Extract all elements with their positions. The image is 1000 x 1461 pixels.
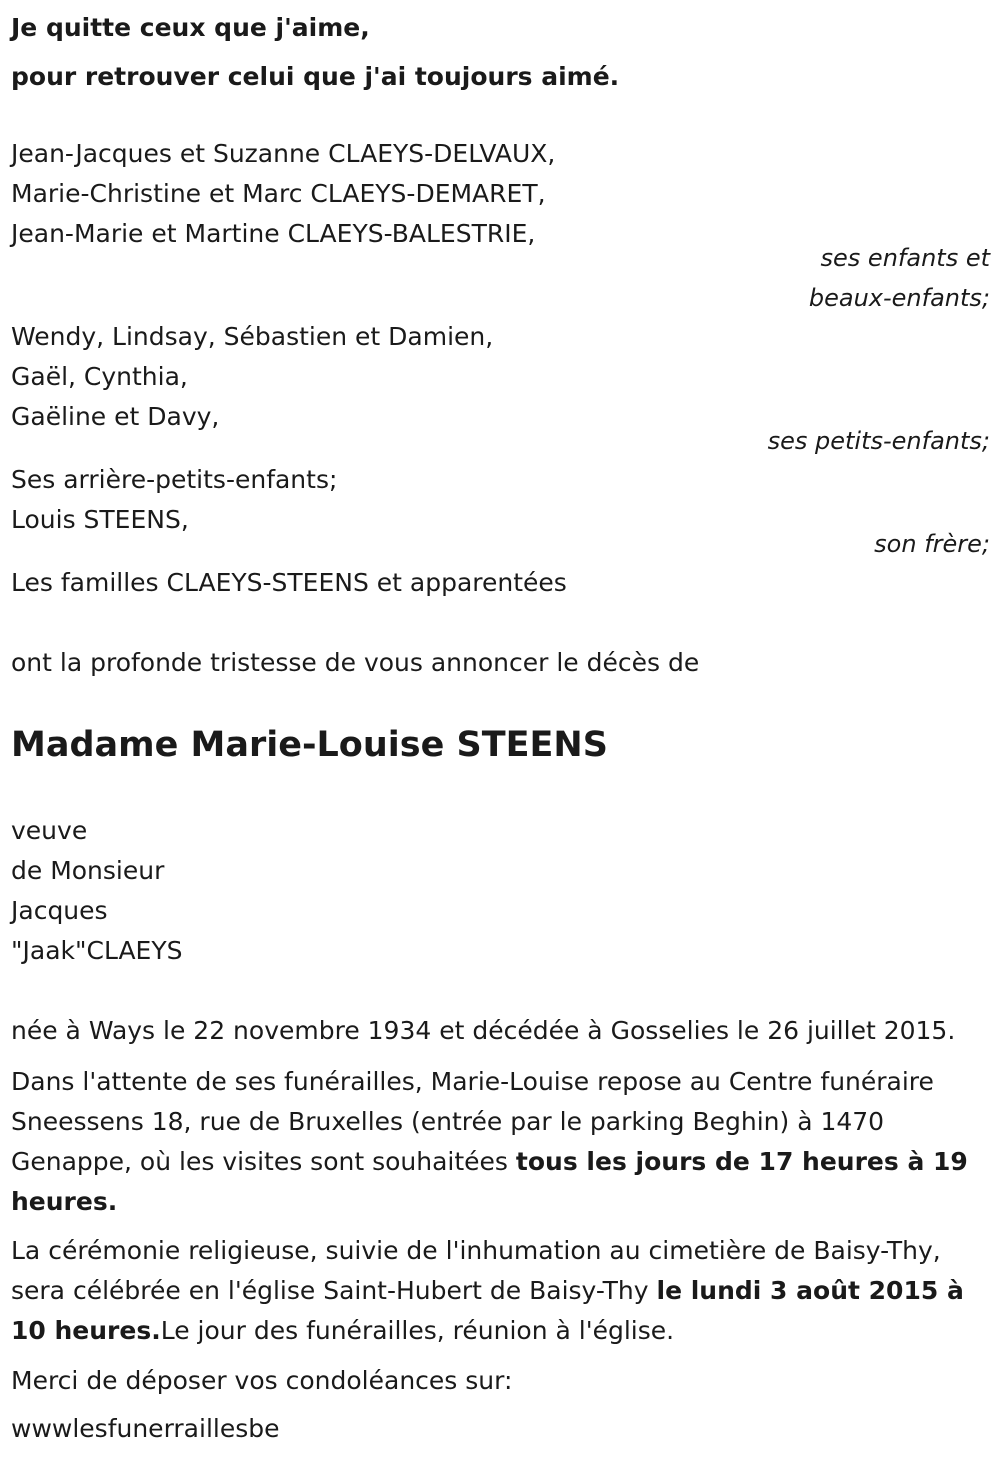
- widow-of: [11, 811, 182, 971]
- visitation-text: Dans l'attente de ses funérailles, Marie-Louise repose au Centre funéraire Sneessens 18, rue de Bruxelles (entrée par le parking Beghin) à 1470 Genappe, où les visites sont souhaitées: [11, 1067, 934, 1176]
- quote: [11, 8, 619, 97]
- great-grandchildren: Ses arrière-petits-enfants;: [11, 465, 338, 494]
- deceased-name-text: Madame Marie-Louise STEENS: [11, 725, 608, 765]
- child-name: Marie-Christine et Marc CLAEYS-DEMARET,: [11, 179, 546, 208]
- grandchildren-relation-text: ses petits-enfants;: [767, 427, 990, 455]
- quote-line-2: pour retrouver celui que j'ai toujours aimé.: [11, 62, 620, 91]
- families-text: Les familles CLAEYS-STEENS et apparentées: [11, 568, 567, 597]
- condolences: [11, 1361, 512, 1449]
- visitation-hours: tous les jours de 17 heures à 19 heures.: [11, 1147, 968, 1216]
- widow-line-1: veuve: [11, 816, 88, 845]
- children-relation-line-1: ses enfants et: [820, 244, 990, 272]
- announcement-text: ont la profonde tristesse de vous annoncer le décès de: [11, 648, 700, 677]
- child-name: Jean-Jacques et Suzanne CLAEYS-DELVAUX,: [11, 139, 556, 168]
- children-relation: [809, 238, 990, 318]
- child-name: Jean-Marie et Martine CLAEYS-BALESTRIE,: [11, 219, 536, 248]
- visitation-paragraph: [11, 1062, 991, 1222]
- great-grandchildren-and-brother: [11, 460, 337, 540]
- widow-line-4: "Jaak"CLAEYS: [11, 936, 183, 965]
- grandchild-name: Gaëline et Davy,: [11, 402, 220, 431]
- deceased-name: [11, 723, 608, 767]
- quote-line-1: Je quitte ceux que j'aime,: [11, 13, 370, 42]
- condolences-url[interactable]: wwwlesfunerraillesbe: [11, 1414, 280, 1443]
- children-names: [11, 134, 555, 254]
- ceremony-paragraph: [11, 1231, 991, 1351]
- grandchildren-relation: [768, 421, 990, 461]
- announcement: [11, 643, 699, 683]
- birth-death-text: née à Ways le 22 novembre 1934 et décédée à Gosselies le 26 juillet 2015.: [11, 1016, 956, 1045]
- brother-name: Louis STEENS,: [11, 505, 189, 534]
- grandchild-name: Wendy, Lindsay, Sébastien et Damien,: [11, 322, 494, 351]
- children-relation-line-2: beaux-enfants;: [808, 284, 990, 312]
- widow-line-3: Jacques: [11, 896, 108, 925]
- ceremony-date: le lundi 3 août 2015 à 10 heures.: [11, 1276, 964, 1345]
- widow-line-2: de Monsieur: [11, 856, 165, 885]
- brother-relation: [874, 524, 990, 564]
- birth-death: [11, 1011, 955, 1051]
- condolences-text: Merci de déposer vos condoléances sur:: [11, 1366, 513, 1395]
- families: [11, 563, 567, 603]
- ceremony-text: La cérémonie religieuse, suivie de l'inhumation au cimetière de Baisy-Thy, sera célébrée en l'église Saint-Hubert de Baisy-Thy: [11, 1236, 941, 1305]
- ceremony-after: Le jour des funérailles, réunion à l'église.: [160, 1316, 675, 1345]
- grandchildren-names: [11, 317, 493, 437]
- grandchild-name: Gaël, Cynthia,: [11, 362, 188, 391]
- brother-relation-text: son frère;: [874, 530, 990, 558]
